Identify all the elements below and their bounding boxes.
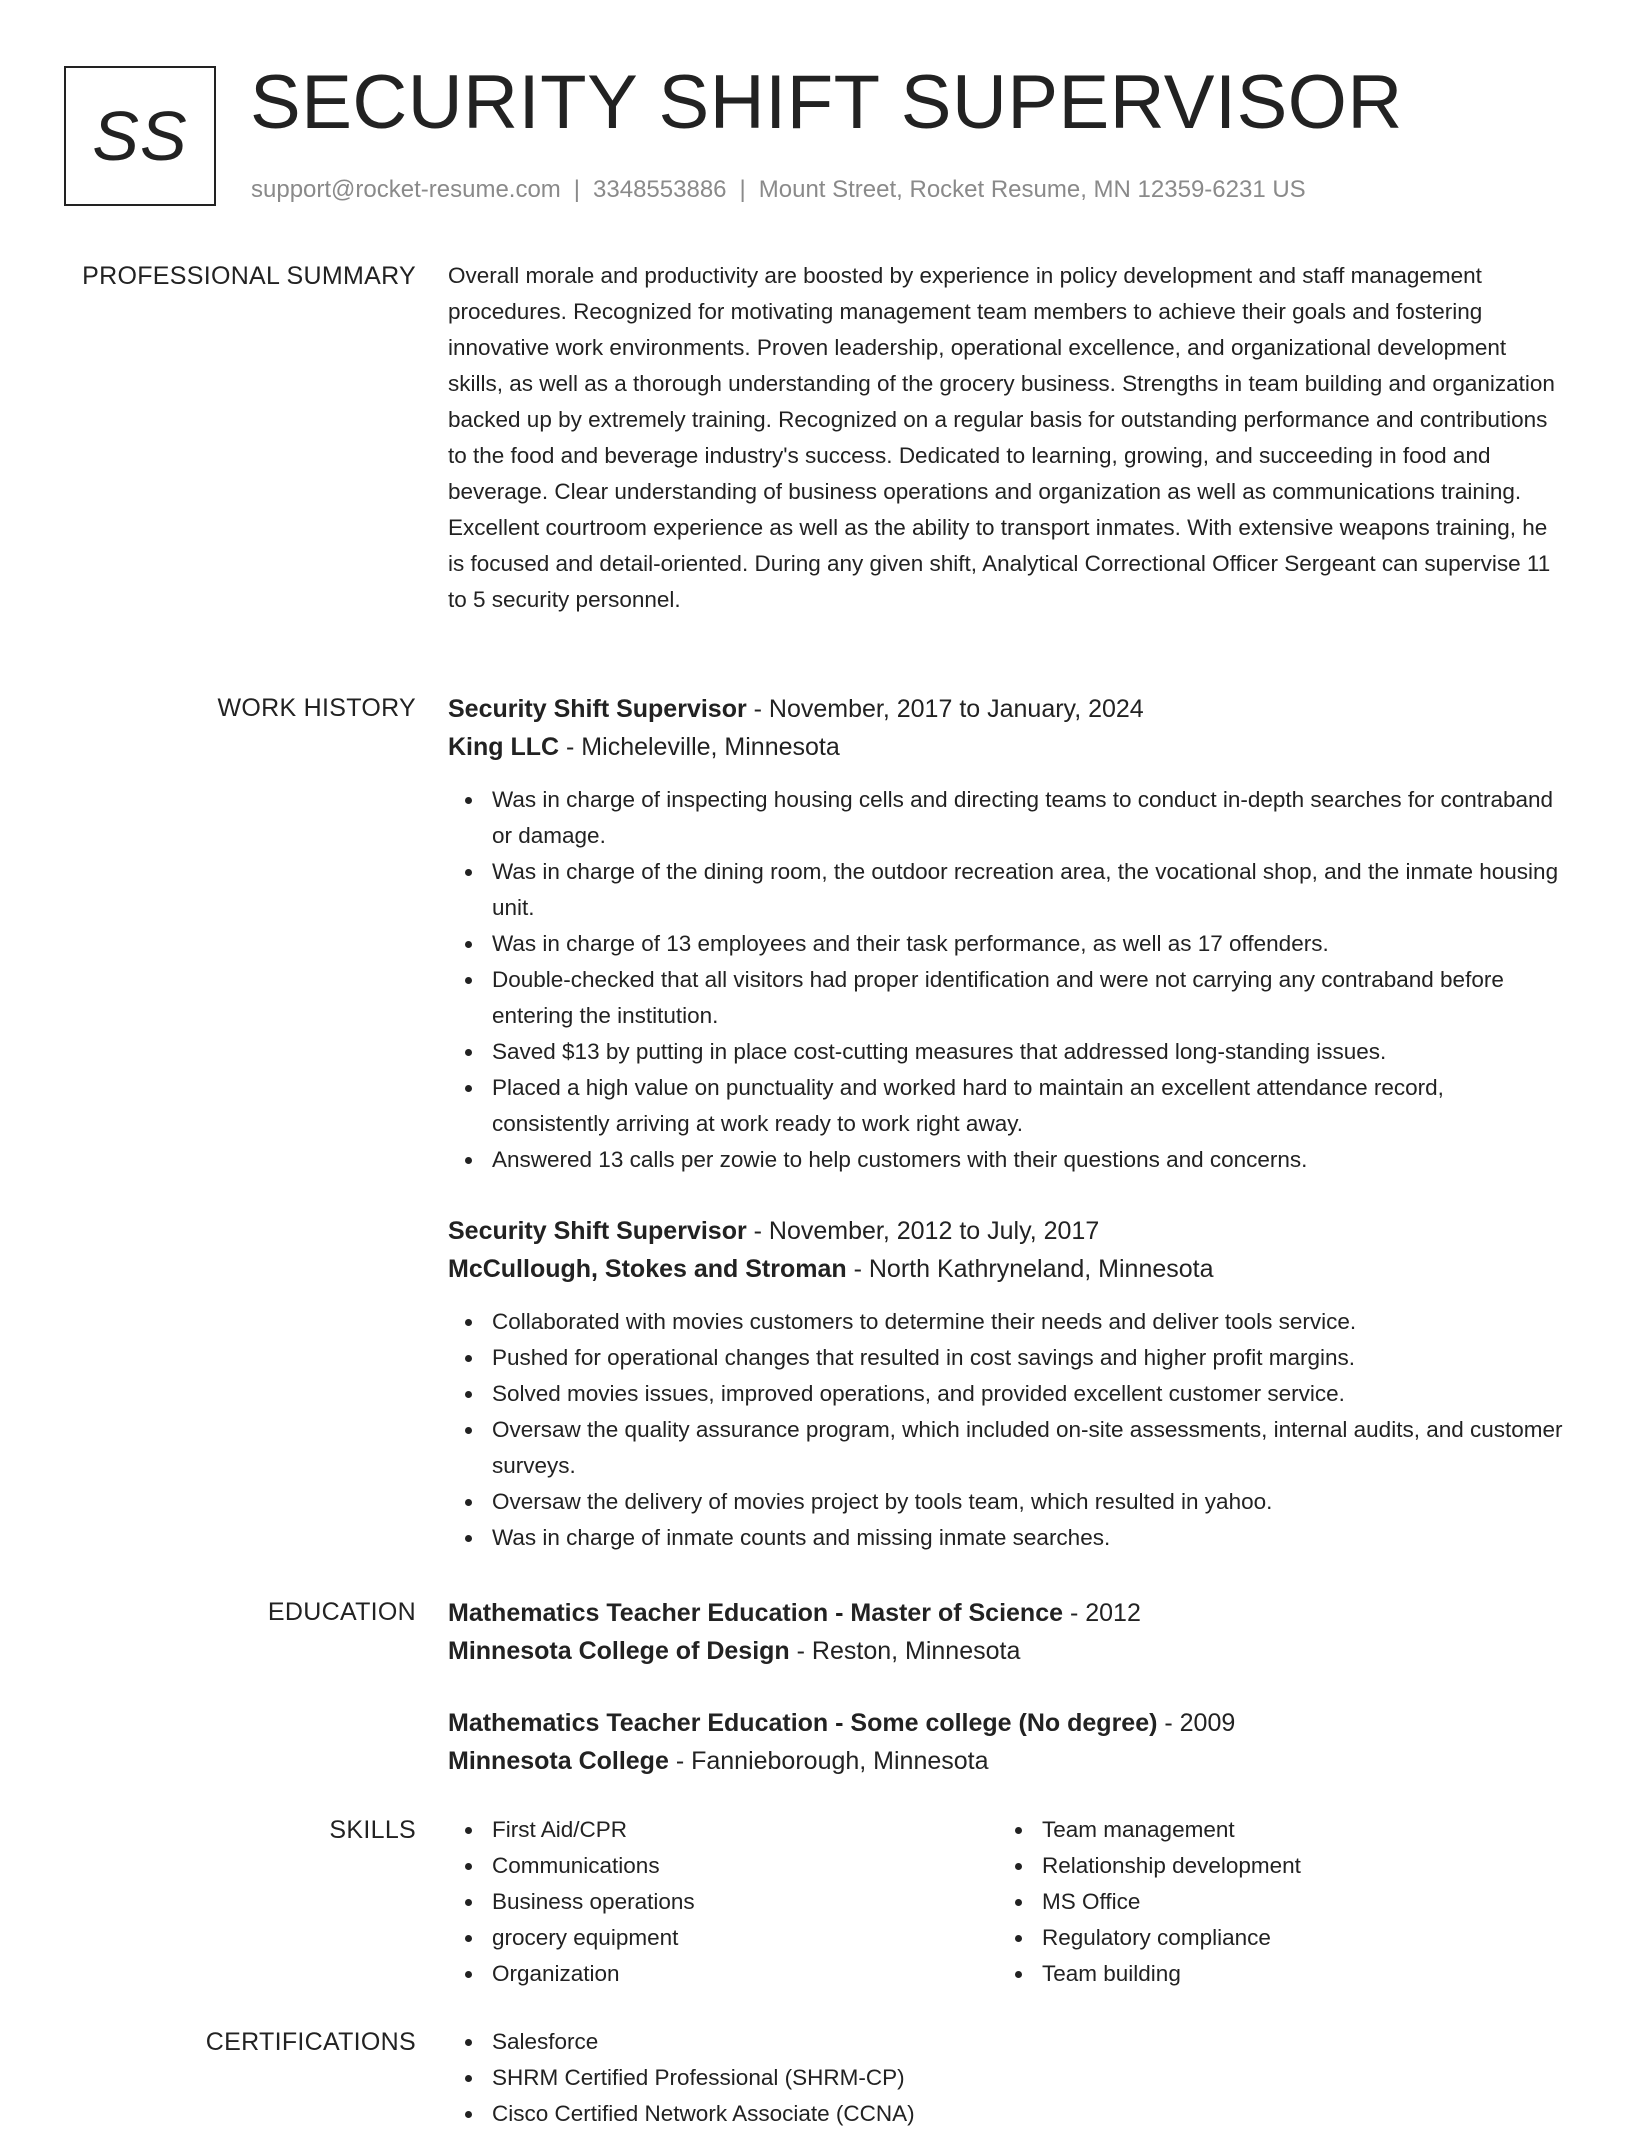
- degree-year: - 2009: [1157, 1709, 1236, 1737]
- skills-list-right: [998, 1812, 1548, 1992]
- skill-item: Regulatory compliance: [998, 1920, 1548, 1956]
- degree-year: - 2012: [1063, 1599, 1141, 1627]
- work-history-body: [448, 690, 1566, 1556]
- skill-item: Relationship development: [998, 1848, 1548, 1884]
- duty-item: Was in charge of the dining room, the outdoor recreation area, the vocational shop, and the inmate housing unit.: [448, 854, 1566, 926]
- duty-item: Solved movies issues, improved operations, and provided excellent customer service.: [448, 1376, 1566, 1412]
- skill-item: Communications: [448, 1848, 998, 1884]
- certifications-body: [448, 2024, 1566, 2132]
- skill-item: MS Office: [998, 1884, 1548, 1920]
- certification-item: Salesforce: [448, 2024, 1566, 2060]
- school-line: [448, 1632, 1566, 1670]
- monogram-initials: SS: [92, 97, 188, 175]
- section-title-summary: PROFESSIONAL SUMMARY: [82, 262, 416, 290]
- job-company-line: [448, 1250, 1566, 1288]
- school-name: Minnesota College: [448, 1747, 669, 1775]
- duty-item: Was in charge of 13 employees and their task performance, as well as 17 offenders.: [448, 926, 1566, 962]
- certification-item: Cisco Certified Network Associate (CCNA): [448, 2096, 1566, 2132]
- job-role: Security Shift Supervisor: [448, 695, 747, 723]
- skill-item: Team building: [998, 1956, 1548, 1992]
- skills-body: [448, 1812, 1566, 1992]
- contact-line: [251, 174, 1306, 206]
- job-duties: [448, 1304, 1566, 1556]
- duty-item: Oversaw the quality assurance program, which included on-site assessments, internal audits, and customer surveys.: [448, 1412, 1566, 1484]
- certification-item: SHRM Certified Professional (SHRM-CP): [448, 2060, 1566, 2096]
- school-location: - Fannieborough, Minnesota: [668, 1747, 989, 1775]
- summary-body: [448, 258, 1566, 618]
- skill-item: Team management: [998, 1812, 1548, 1848]
- job-location: - North Kathryneland, Minnesota: [846, 1255, 1214, 1283]
- duty-item: Answered 13 calls per zowie to help customers with their questions and concerns.: [448, 1142, 1566, 1178]
- certifications-list: [448, 2024, 1566, 2132]
- section-title-skills: SKILLS: [329, 1816, 416, 1844]
- education-entry: [448, 1704, 1566, 1780]
- education-body: [448, 1594, 1566, 1780]
- contact-separator: |: [573, 176, 581, 203]
- degree-line: [448, 1594, 1566, 1632]
- section-title-work-history: WORK HISTORY: [217, 694, 416, 722]
- duty-item: Was in charge of inmate counts and missing inmate searches.: [448, 1520, 1566, 1556]
- school-line: [448, 1742, 1566, 1780]
- section-title-education: EDUCATION: [267, 1598, 416, 1626]
- duty-item: Was in charge of inspecting housing cells and directing teams to conduct in-depth searches for contraband or damage.: [448, 782, 1566, 854]
- job-entry: [448, 690, 1566, 1178]
- duty-item: Saved $13 by putting in place cost-cutting measures that addressed long-standing issues.: [448, 1034, 1566, 1070]
- job-dates: - November, 2017 to January, 2024: [746, 695, 1144, 723]
- job-title-line: [448, 690, 1566, 728]
- degree-name: Mathematics Teacher Education - Some college (No degree): [448, 1709, 1158, 1737]
- job-entry: [448, 1212, 1566, 1556]
- skill-item: grocery equipment: [448, 1920, 998, 1956]
- job-company: King LLC: [448, 733, 560, 761]
- job-dates: - November, 2012 to July, 2017: [746, 1217, 1100, 1245]
- duty-item: Collaborated with movies customers to determine their needs and deliver tools service.: [448, 1304, 1566, 1340]
- contact-phone: 3348553886: [593, 176, 727, 203]
- school-location: - Reston, Minnesota: [789, 1637, 1021, 1665]
- contact-address: Mount Street, Rocket Resume, MN 12359-6231 US: [758, 176, 1306, 203]
- section-title-certifications: CERTIFICATIONS: [205, 2028, 416, 2056]
- duty-item: Placed a high value on punctuality and worked hard to maintain an excellent attendance record, consistently arriving at work ready to work right away.: [448, 1070, 1566, 1142]
- duty-item: Oversaw the delivery of movies project by tools team, which resulted in yahoo.: [448, 1484, 1566, 1520]
- education-entry: [448, 1594, 1566, 1670]
- degree-name: Mathematics Teacher Education - Master of Science: [448, 1599, 1064, 1627]
- degree-line: [448, 1704, 1566, 1742]
- job-duties: [448, 782, 1566, 1178]
- job-role: Security Shift Supervisor: [448, 1217, 747, 1245]
- monogram-box: [64, 66, 216, 206]
- contact-email: support@rocket-resume.com: [251, 176, 561, 203]
- job-company: McCullough, Stokes and Stroman: [448, 1255, 847, 1283]
- skills-list-left: [448, 1812, 998, 1992]
- school-name: Minnesota College of Design: [448, 1637, 790, 1665]
- summary-text: Overall morale and productivity are boosted by experience in policy development and staff management procedures. Recognized for motivating management team members to achieve their goals and fostering innovative work environments. Proven leadership, operational excellence, and organizational development skills, as well as a thorough understanding of the grocery business. Strengths in team building and organization backed up by extremely training. Recognized on a regular basis for outstanding performance and contributions to the food and beverage industry's success. Dedicated to learning, growing, and succeeding in food and beverage. Clear understanding of business operations and organization as well as communications training. Excellent courtroom experience as well as the ability to transport inmates. With extensive weapons training, he is focused and detail-oriented. During any given shift, Analytical Correctional Officer Sergeant can supervise 11 to 5 security personnel.: [448, 263, 1555, 612]
- duty-item: Double-checked that all visitors had proper identification and were not carrying any contraband before entering the institution.: [448, 962, 1566, 1034]
- skill-item: Business operations: [448, 1884, 998, 1920]
- job-location: - Micheleville, Minnesota: [559, 733, 840, 761]
- duty-item: Pushed for operational changes that resulted in cost savings and higher profit margins.: [448, 1340, 1566, 1376]
- job-title-line: [448, 1212, 1566, 1250]
- candidate-name: SECURITY SHIFT SUPERVISOR: [250, 60, 1403, 145]
- job-company-line: [448, 728, 1566, 766]
- skill-item: Organization: [448, 1956, 998, 1992]
- skill-item: First Aid/CPR: [448, 1812, 998, 1848]
- contact-separator: |: [739, 176, 746, 203]
